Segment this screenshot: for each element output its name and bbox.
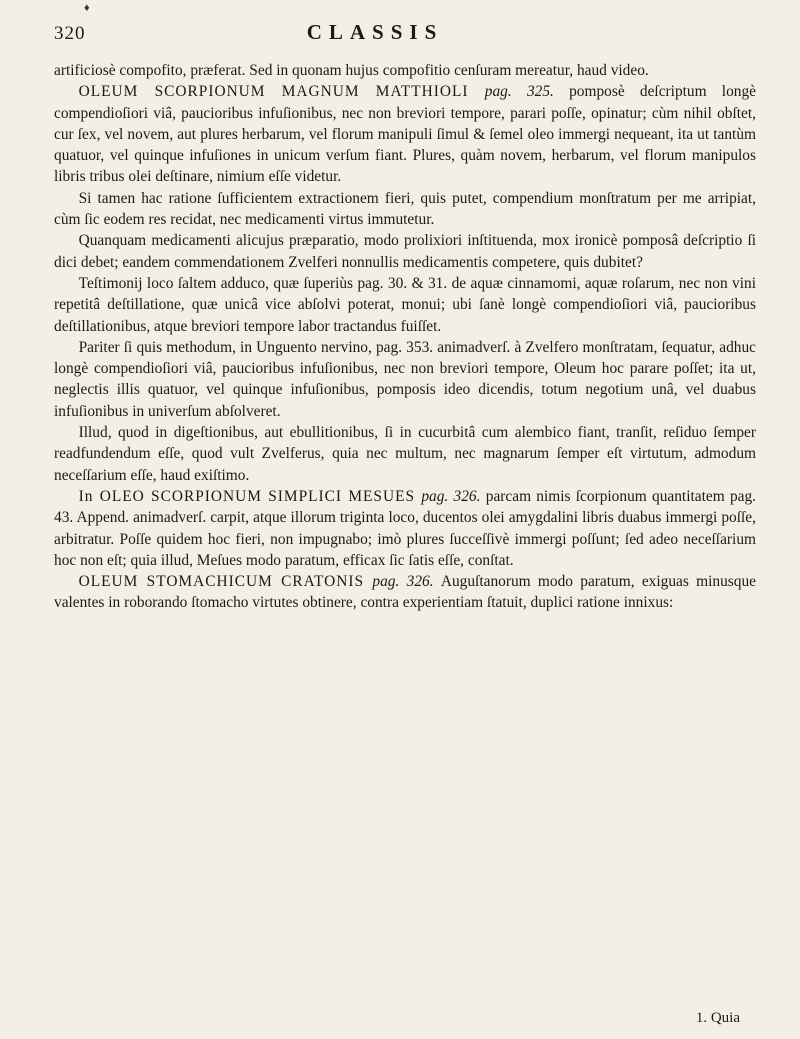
catchword: 1. Quia	[695, 1010, 740, 1026]
running-head: CLASSIS	[306, 20, 444, 44]
paragraph-text: Quanquam medicamenti alicujus præparatio, modo prolixiori inſtituenda, mox ironicè pomposâ deſcriptio ſi dici debet; eandem commendationem Zvelferi nonnullis medicamentis competere, quis dubitet?	[54, 232, 756, 271]
paragraph	[54, 81, 756, 187]
page-reference: pag. 325.	[484, 83, 570, 101]
paragraph	[54, 273, 756, 337]
body-text	[54, 60, 756, 614]
paragraph	[54, 571, 756, 614]
paragraph-text: Teſtimonij loco ſaltem adduco, quæ ſuperiùs pag. 30. & 31. de aquæ cinnamomi, aquæ roſarum, nec non vini repetitâ deſtillatione, quæ unicâ vice abſolvi poterat, monui; ubi ſanè longè compendioſiori viâ, paucioribus deſtillationibus, atque breviori tempore labor tractandus fuiſſet.	[54, 274, 756, 335]
paragraph	[54, 337, 756, 422]
paragraph	[54, 230, 756, 273]
paragraph-text: artificiosè compofito, præferat. Sed in quonam hujus compofitio cenſuram mereatur, haud video.	[54, 62, 649, 79]
ornament-mark: ♦	[84, 2, 90, 14]
page-header	[54, 20, 756, 60]
page-reference: pag. 326.	[421, 487, 486, 505]
paragraph	[54, 60, 756, 81]
paragraph	[54, 486, 756, 571]
paragraph-text: Si tamen hac ratione ſufficientem extractionem fieri, quis putet, compendium monſtratum per me arripiat, cùm ſic eodem res recidat, nec medicamenti virtus immutetur.	[54, 189, 756, 229]
page-number: 320	[54, 23, 86, 44]
section-lead: OLEUM SCORPIONUM MAGNUM MATTHIOLI	[78, 83, 485, 101]
section-lead: OLEUM STOMACHICUM CRATONIS	[78, 573, 373, 591]
page-reference: pag. 326.	[372, 573, 441, 591]
paragraph-text: parcam nimis ſcorpionum quantitatem pag. 43. Append. animadverſ. carpit, atque illorum triginta loco, ducentos olei amygdalini libris duabus immergi poſſe, arbitratur. Poſſe quidem hoc fieri, non impugnabo; imò plures ſucceſſivè immergi poſſunt; ſed adeo neceſſarium hoc non eſt; quia illud, Meſues modo paratum, efficax ſic ſatis eſſe, conſtat.	[54, 487, 757, 569]
paragraph	[54, 188, 756, 231]
paragraph-text: pomposè deſcriptum longè compendioſiori viâ, paucioribus infuſionibus, nec non breviori tempore, parari poſſe, opinatur; cùm nihil obſtet, cur ſex, vel novem, aut plures herbarum, vel florum manipuli ſimul & ſemel oleo immergi nequeant, ita ut tantùm quatuor, vel quinque infuſiones in unicum verſum fiant. Plures, quàm novem, herbarum, vel florum manipulos libris tribus olei deſtinare, nimium eſſe videtur.	[54, 83, 757, 186]
section-lead: In OLEO SCORPIONUM SIMPLICI MESUES	[78, 487, 422, 505]
paragraph-text: Illud, quod in digeſtionibus, aut ebullitionibus, ſi in cucurbitâ cum alembico fiant, tranſit, reſiduo ſemper readfundendum eſſe, quod vult Zvelferus, quia nec multum, nec magnarum ſemper eſt virtutum, admodum neceſſarium eſſe, haud exiſtimo.	[54, 424, 756, 484]
paragraph	[54, 422, 756, 486]
paragraph-text: Pariter ſi quis methodum, in Unguento nervino, pag. 353. animadverſ. à Zvelfero monſtratam, ſequatur, adhuc longè compendioſiori viâ, paucioribus infuſionibus, nec non breviori tempore, Oleum hoc parare poſſet; ita ut, neglectis illis quatuor, vel quinque infuſionibus, pomposis ideo dicendis, totum negotium unâ, vel duabus infuſionibus in univerſum abſolveret.	[54, 338, 756, 420]
paragraph-text: Auguſtanorum modo paratum, exiguas minusque valentes in roborando ſtomacho virtutes obtinere, contra experientiam ſtatuit, duplici ratione innixus:	[54, 573, 757, 612]
